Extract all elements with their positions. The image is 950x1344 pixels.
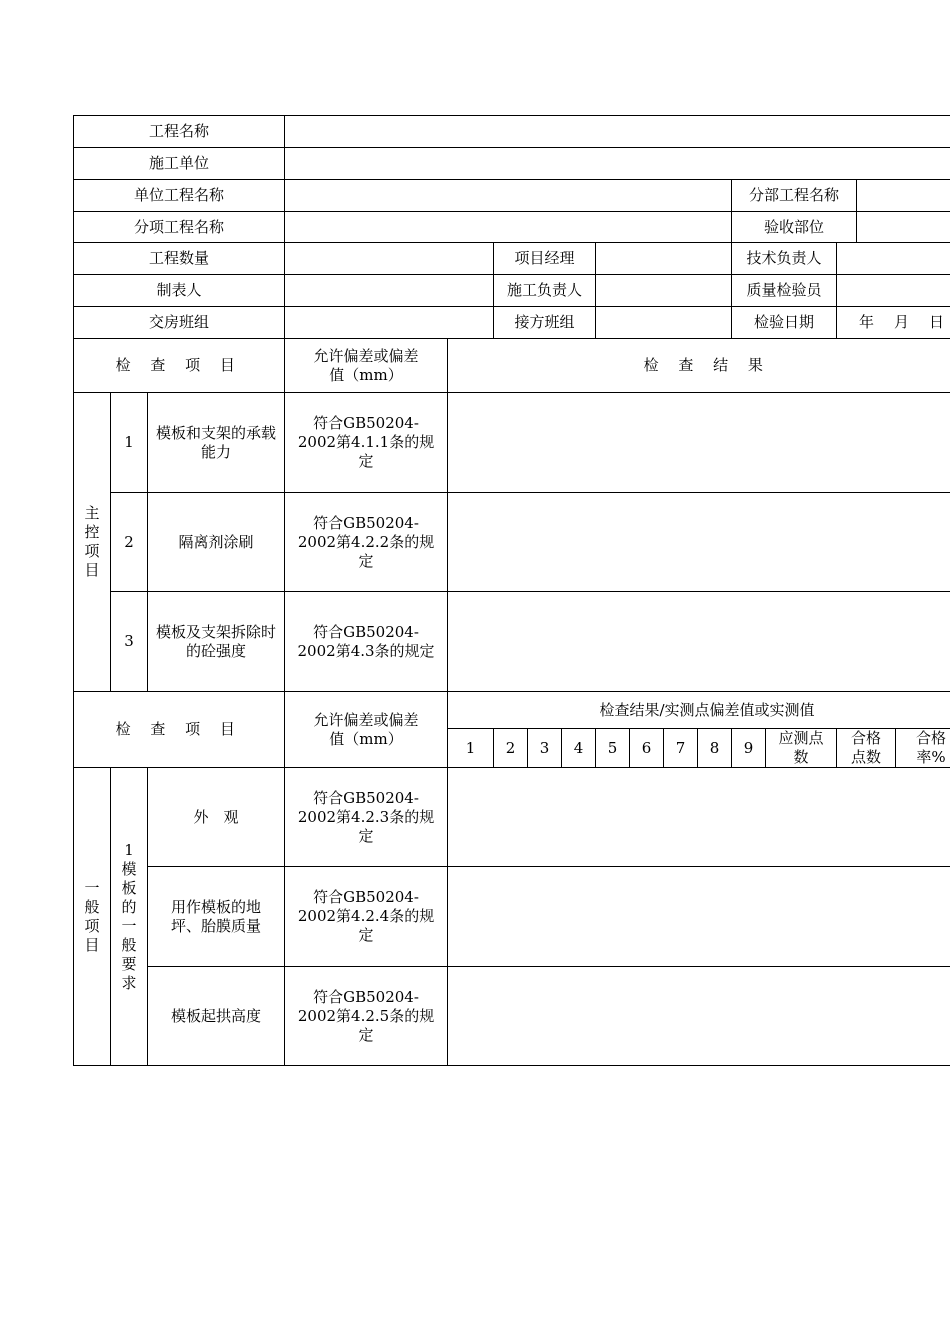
main-row-name: 隔离剂涂刷	[148, 493, 285, 592]
main-row-no: 2	[111, 493, 148, 592]
item-project-value[interactable]	[285, 212, 732, 243]
date-year: 年	[859, 313, 875, 331]
project-manager-label: 项目经理	[494, 243, 596, 275]
general-row-name: 用作模板的地坪、胎膜质量	[148, 867, 285, 967]
general-result-header: 检查结果/实测点偏差值或实测值	[448, 692, 950, 729]
inspection-date-label: 检验日期	[732, 307, 837, 339]
acceptance-part-value[interactable]	[857, 212, 950, 243]
quality-inspector-label: 质量检验员	[732, 275, 837, 307]
general-row-standard: 符合GB50204-2002第4.2.4条的规定	[285, 867, 448, 967]
point-number: 6	[630, 729, 664, 768]
general-item-header: 检 查 项 目	[74, 692, 285, 768]
item-project-label: 分项工程名称	[74, 212, 285, 243]
main-row-name: 模板和支架的承载能力	[148, 393, 285, 493]
main-row-result[interactable]	[448, 393, 950, 493]
main-row-name: 模板及支架拆除时的砼强度	[148, 592, 285, 692]
main-row-standard: 符合GB50204-2002第4.2.2条的规定	[285, 493, 448, 592]
sub-project-label: 分部工程名称	[732, 180, 857, 212]
point-number: 8	[698, 729, 732, 768]
acceptance-part-label: 验收部位	[732, 212, 857, 243]
point-number: 2	[494, 729, 528, 768]
main-group-label: 主控项目	[84, 504, 100, 579]
main-row-no: 1	[111, 393, 148, 493]
receiving-team-label: 接方班组	[494, 307, 596, 339]
sub-project-value[interactable]	[857, 180, 950, 212]
quality-inspector-value[interactable]	[837, 275, 950, 307]
general-row-standard: 符合GB50204-2002第4.2.5条的规定	[285, 967, 448, 1066]
main-item-header: 检 查 项 目	[74, 339, 285, 393]
general-group-cell	[74, 768, 111, 1066]
qualified-rate-header: 合格率%	[896, 729, 950, 768]
unit-project-label: 单位工程名称	[74, 180, 285, 212]
should-measure-header: 应测点数	[766, 729, 837, 768]
construction-unit-value[interactable]	[285, 148, 950, 180]
general-subgroup-cell	[111, 768, 148, 1066]
point-number: 9	[732, 729, 766, 768]
construction-lead-value[interactable]	[596, 275, 732, 307]
unit-project-value[interactable]	[285, 180, 732, 212]
main-row-standard: 符合GB50204-2002第4.1.1条的规定	[285, 393, 448, 493]
construction-unit-label: 施工单位	[74, 148, 285, 180]
point-number: 4	[562, 729, 596, 768]
preparer-label: 制表人	[74, 275, 285, 307]
quantity-label: 工程数量	[74, 243, 285, 275]
general-row-result[interactable]	[448, 867, 950, 967]
general-row-standard: 符合GB50204-2002第4.2.3条的规定	[285, 768, 448, 867]
point-number: 3	[528, 729, 562, 768]
inspection-date-value[interactable]	[837, 307, 950, 339]
point-number: 1	[448, 729, 494, 768]
general-row-name: 模板起拱高度	[148, 967, 285, 1066]
inspection-form	[73, 115, 950, 1066]
qualified-points-header: 合格点数	[837, 729, 896, 768]
project-name-value[interactable]	[285, 116, 950, 148]
general-subgroup-label: 1模板的一般要求	[121, 840, 137, 992]
main-row-result[interactable]	[448, 592, 950, 692]
project-manager-value[interactable]	[596, 243, 732, 275]
handover-team-label: 交房班组	[74, 307, 285, 339]
receiving-team-value[interactable]	[596, 307, 732, 339]
main-row-result[interactable]	[448, 493, 950, 592]
handover-team-value[interactable]	[285, 307, 494, 339]
general-row-result[interactable]	[448, 768, 950, 867]
main-row-standard: 符合GB50204-2002第4.3条的规定	[285, 592, 448, 692]
quantity-value[interactable]	[285, 243, 494, 275]
date-month: 月	[894, 313, 910, 331]
general-tolerance-header: 允许偏差或偏差值（mm）	[285, 692, 448, 768]
tech-lead-label: 技术负责人	[732, 243, 837, 275]
main-result-header: 检 查 结 果	[448, 339, 950, 393]
main-tolerance-header: 允许偏差或偏差值（mm）	[285, 339, 448, 393]
construction-lead-label: 施工负责人	[494, 275, 596, 307]
general-group-label: 一般项目	[84, 878, 100, 954]
tech-lead-value[interactable]	[837, 243, 950, 275]
general-row-result[interactable]	[448, 967, 950, 1066]
main-group-cell	[74, 393, 111, 692]
main-row-no: 3	[111, 592, 148, 692]
project-name-label: 工程名称	[74, 116, 285, 148]
general-row-name: 外 观	[148, 768, 285, 867]
date-day: 日	[929, 313, 945, 331]
preparer-value[interactable]	[285, 275, 494, 307]
point-number: 5	[596, 729, 630, 768]
point-number: 7	[664, 729, 698, 768]
